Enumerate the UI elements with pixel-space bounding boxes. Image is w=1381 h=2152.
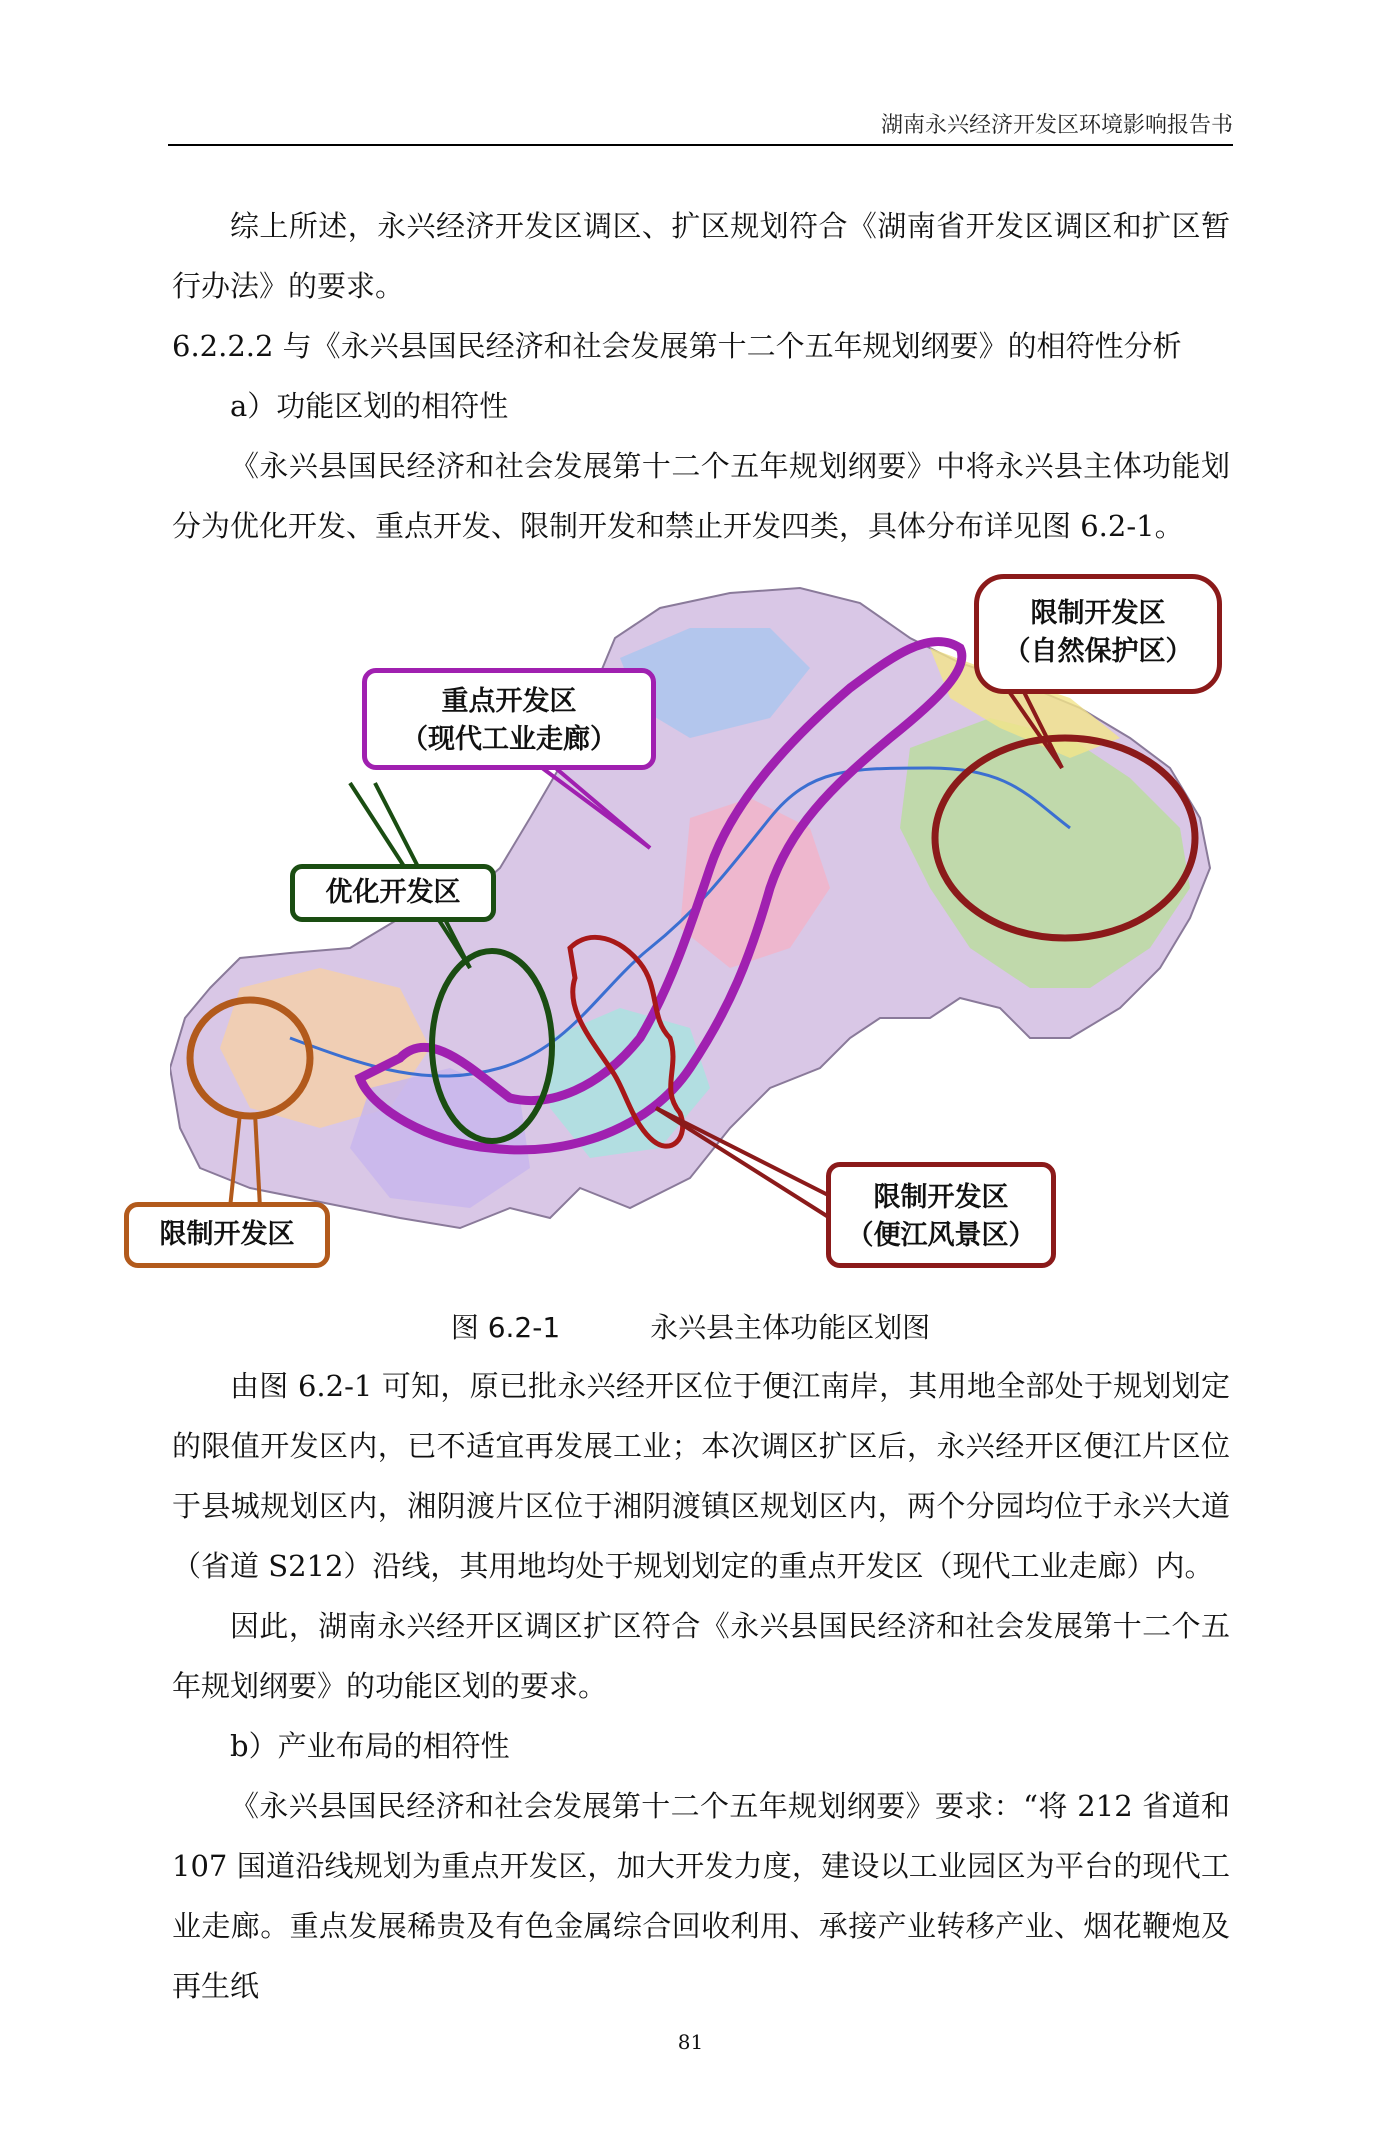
paragraph-conclusion: 因此，湖南永兴经开区调区扩区符合《永兴县国民经济和社会发展第十二个五年规划纲要》的功能区划的要求。 xyxy=(172,1609,1230,1703)
paragraph-functional-zones: 《永兴县国民经济和社会发展第十二个五年规划纲要》中将永兴县主体功能划分为优化开发、重点开发、限制开发和禁止开发四类，具体分布详见图 6.2-1。 xyxy=(172,449,1230,543)
paragraph-industry-layout: 《永兴县国民经济和社会发展第十二个五年规划纲要》要求：“将 212 省道和 107 国道沿线规划为重点开发区，加大开发力度，建设以工业园区为平台的现代工业走廊。重点发展稀贵及有色金属综合回收利用、承接产业转移产业、烟花鞭炮及再生纸 xyxy=(172,1789,1230,2003)
subsection-heading-b: b）产业布局的相符性 xyxy=(230,1729,510,1763)
page-number: 81 xyxy=(677,2030,704,2054)
callout-nature-reserve-line1: 限制开发区 xyxy=(1030,598,1166,629)
callout-west-restriction-label: 限制开发区 xyxy=(159,1219,295,1250)
callout-scenic-restriction-line1: 限制开发区 xyxy=(873,1182,1009,1213)
callout-scenic-restriction-line2: （便江风景区） xyxy=(846,1220,1036,1251)
callout-nature-reserve xyxy=(974,574,1222,694)
paragraph-summary: 综上所述，永兴经济开发区调区、扩区规划符合《湖南省开发区调区和扩区暂行办法》的要求。 xyxy=(172,209,1230,303)
header-title: 湖南永兴经济开发区环境影响报告书 xyxy=(880,113,1233,138)
callout-scenic-restriction xyxy=(826,1162,1056,1268)
caption-title: 永兴县主体功能区划图 xyxy=(650,1311,931,1344)
callout-nature-reserve-line2: （自然保护区） xyxy=(1003,636,1193,667)
callout-key-development-line1: 重点开发区 xyxy=(441,686,577,717)
callout-optimized-label: 优化开发区 xyxy=(325,877,461,908)
caption-number: 图 6.2-1 xyxy=(450,1311,561,1344)
callout-key-development-line2: （现代工业走廊） xyxy=(401,724,617,755)
paragraph-analysis: 由图 6.2-1 可知，原已批永兴经开区位于便江南岸，其用地全部处于规划划定的限值开发区内，已不适宜再发展工业；本次调区扩区后，永兴经开区便江片区位于县城规划区内，湘阴渡片区位于湘阴渡镇区规划区内，两个分园均位于永兴大道（省道 S212）沿线，其用地均处于规划划定的重点开发区（现代工业走廊）内。 xyxy=(172,1369,1230,1583)
section-heading: 6.2.2.2 与《永兴县国民经济和社会发展第十二个五年规划纲要》的相符性分析 xyxy=(172,329,1182,363)
figure-caption xyxy=(0,1306,1381,1346)
callout-optimized xyxy=(290,864,496,922)
page-header xyxy=(168,104,1233,146)
callout-west-restriction xyxy=(124,1202,330,1268)
functional-zoning-map xyxy=(159,568,1242,1276)
callout-key-development xyxy=(362,668,656,770)
subsection-heading-a: a）功能区划的相符性 xyxy=(230,389,509,423)
